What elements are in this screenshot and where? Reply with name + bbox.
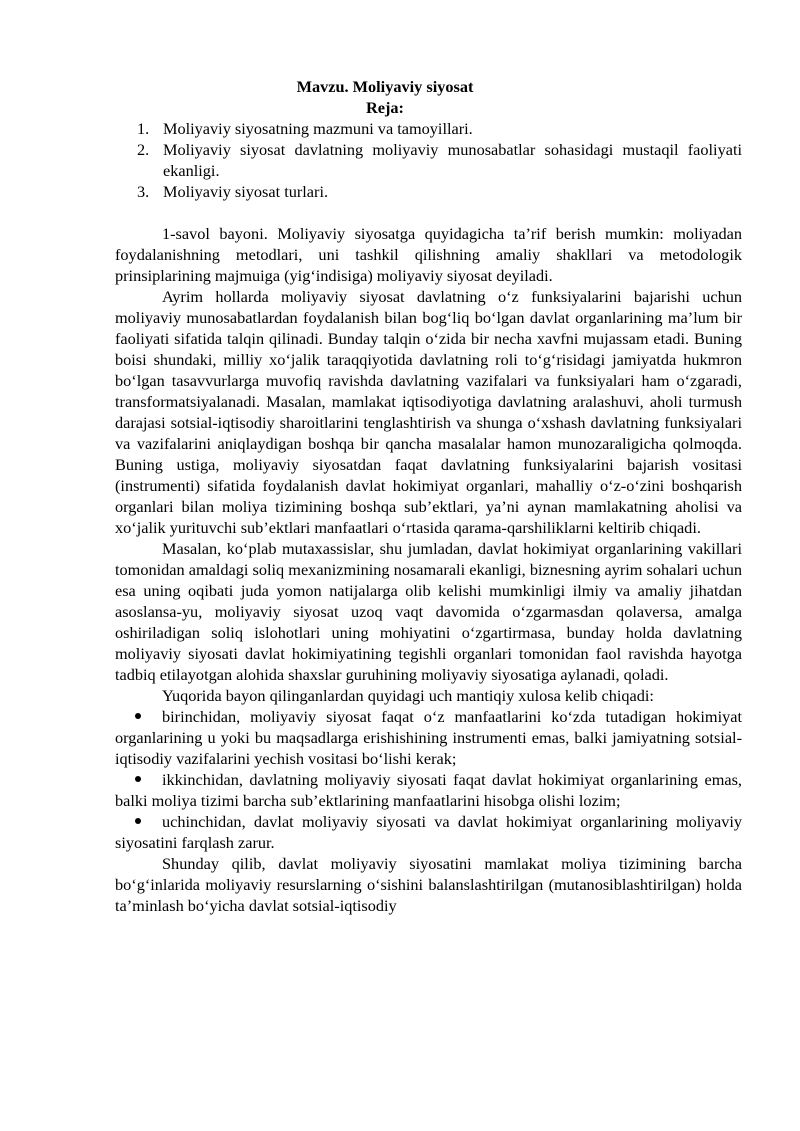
paragraph: Masalan, ko‘plab mutaxassislar, shu jumladan, davlat hokimiyat organlarining vakillari tomonidan amaldagi soliq mexanizmining nosamarali ekanligi, biznesning ayrim sohalari uchun esa uning oqibati juda yomon natijalarga olib kelishi mumkinligi ilmiy va amaliy jihatdan asoslansa-yu, moliyaviy siyosat uzoq vaqt davomida o‘zgarmasdan qolaversa, amalga oshiriladigan soliq islohotlari uning mohiyatini o‘zgartirmasa, bunday holda davlatning moliyaviy siyosati davlat hokimiyatining tegishli organlari tomonidan faol ravishda hayotga tadbiq etilayotgan alohida shaxslar guruhining moliyaviy siyosatiga aylanadi, qoladi. xyxy=(115,539,742,684)
plan-item-text: Moliyaviy siyosatning mazmuni va tamoyillari. xyxy=(163,119,473,138)
bullet-text: birinchidan, moliyaviy siyosat faqat o‘z manfaatlarini ko‘zda tutadigan hokimiyat organlarining u yoki bu maqsadlarga erishishining instrumenti emas, balki jamiyatning sotsial-iqtisodiy vazifalarini yechish vositasi bo‘lishi kerak; xyxy=(115,707,742,768)
plan-item xyxy=(115,118,742,139)
document-page xyxy=(115,76,742,916)
bullet-icon xyxy=(135,713,141,719)
document-title: Mavzu. Moliyaviy siyosat xyxy=(296,77,474,96)
plan-list xyxy=(115,118,742,202)
plan-heading: Reja: xyxy=(366,98,404,117)
plan-item-text: Moliyaviy siyosat turlari. xyxy=(163,182,329,201)
bullet-icon xyxy=(135,818,141,824)
paragraph: 1-savol bayoni. Moliyaviy siyosatga quyidagicha ta’rif berish mumkin: moliyadan foydalanishning metodlari, uni tashkil qilishning amaliy shakllari va metodologik prinsiplarining majmuiga (yig‘indisiga) moliyaviy siyosat deyiladi. xyxy=(115,224,742,285)
plan-item-text: Moliyaviy siyosat davlatning moliyaviy munosabatlar sohasidagi mustaqil faoliyati ekanligi. xyxy=(163,140,742,180)
bullet-item xyxy=(115,769,742,811)
paragraph: Shunday qilib, davlat moliyaviy siyosatini mamlakat moliya tizimining barcha bo‘g‘inlarida moliyaviy resurslarning o‘sishini balanslashtirilgan (mutanosiblashtirilgan) holda ta’minlash bo‘yicha davlat sotsial-iqtisodiy xyxy=(115,854,742,915)
plan-item xyxy=(115,139,742,181)
bullet-text: uchinchidan, davlat moliyaviy siyosati va davlat hokimiyat organlarining moliyaviy siyosatini farqlash zarur. xyxy=(115,812,742,852)
bullet-icon xyxy=(135,776,141,782)
plan-item xyxy=(115,181,742,202)
bullet-text: ikkinchidan, davlatning moliyaviy siyosati faqat davlat hokimiyat organlarining emas, balki moliya tizimi barcha sub’ektlarining manfaatlarini hisobga olishi lozim; xyxy=(115,770,742,810)
bullet-item xyxy=(115,811,742,853)
spacer xyxy=(115,202,742,223)
plan-item-number: 3. xyxy=(137,182,150,201)
plan-item-number: 2. xyxy=(137,140,150,159)
bullet-item xyxy=(115,706,742,769)
paragraph: Yuqorida bayon qilinganlardan quyidagi uch mantiqiy xulosa kelib chiqadi: xyxy=(162,686,654,705)
paragraph: Ayrim hollarda moliyaviy siyosat davlatning o‘z funksiyalarini bajarishi uchun moliyaviy munosabatlardan foydalanish bilan bog‘liq bo‘lgan davlat organlarining ma’lum bir faoliyati sifatida talqin qilinadi. Bunday talqin o‘zida bir necha xavfni mujassam etadi. Buning boisi shundaki, milliy xo‘jalik taraqqiyotida davlatning roli to‘g‘risidagi jamiyatda hukmron bo‘lgan tasavvurlarga muvofiq ravishda davlatning vazifalari va funksiyalari ham o‘zgaradi, transformatsiyalanadi. Masalan, mamlakat iqtisodiyotiga davlatning aralashuvi, aholi turmush darajasi sotsial-iqtisodiy sharoitlarini tenglashtirish va shunga o‘xshash davlatning funksiyalari va vazifalarini aniqlaydigan boshqa bir qancha masalalar hamon munozaraligicha qolmoqda. Buning ustiga, moliyaviy siyosatdan faqat davlatning funksiyalarini bajarish vositasi (instrumenti) sifatida foydalanish davlat hokimiyat organlari, mahalliy o‘z-o‘zini boshqarish organlari bilan moliya tizimining boshqa sub’ektlari, ya’ni aynan mamlakatning aholisi va xo‘jalik yurituvchi sub’ektlari manfaatlari o‘rtasida qarama-qarshiliklarni keltirib chiqadi. xyxy=(115,287,742,537)
plan-item-number: 1. xyxy=(137,119,150,138)
